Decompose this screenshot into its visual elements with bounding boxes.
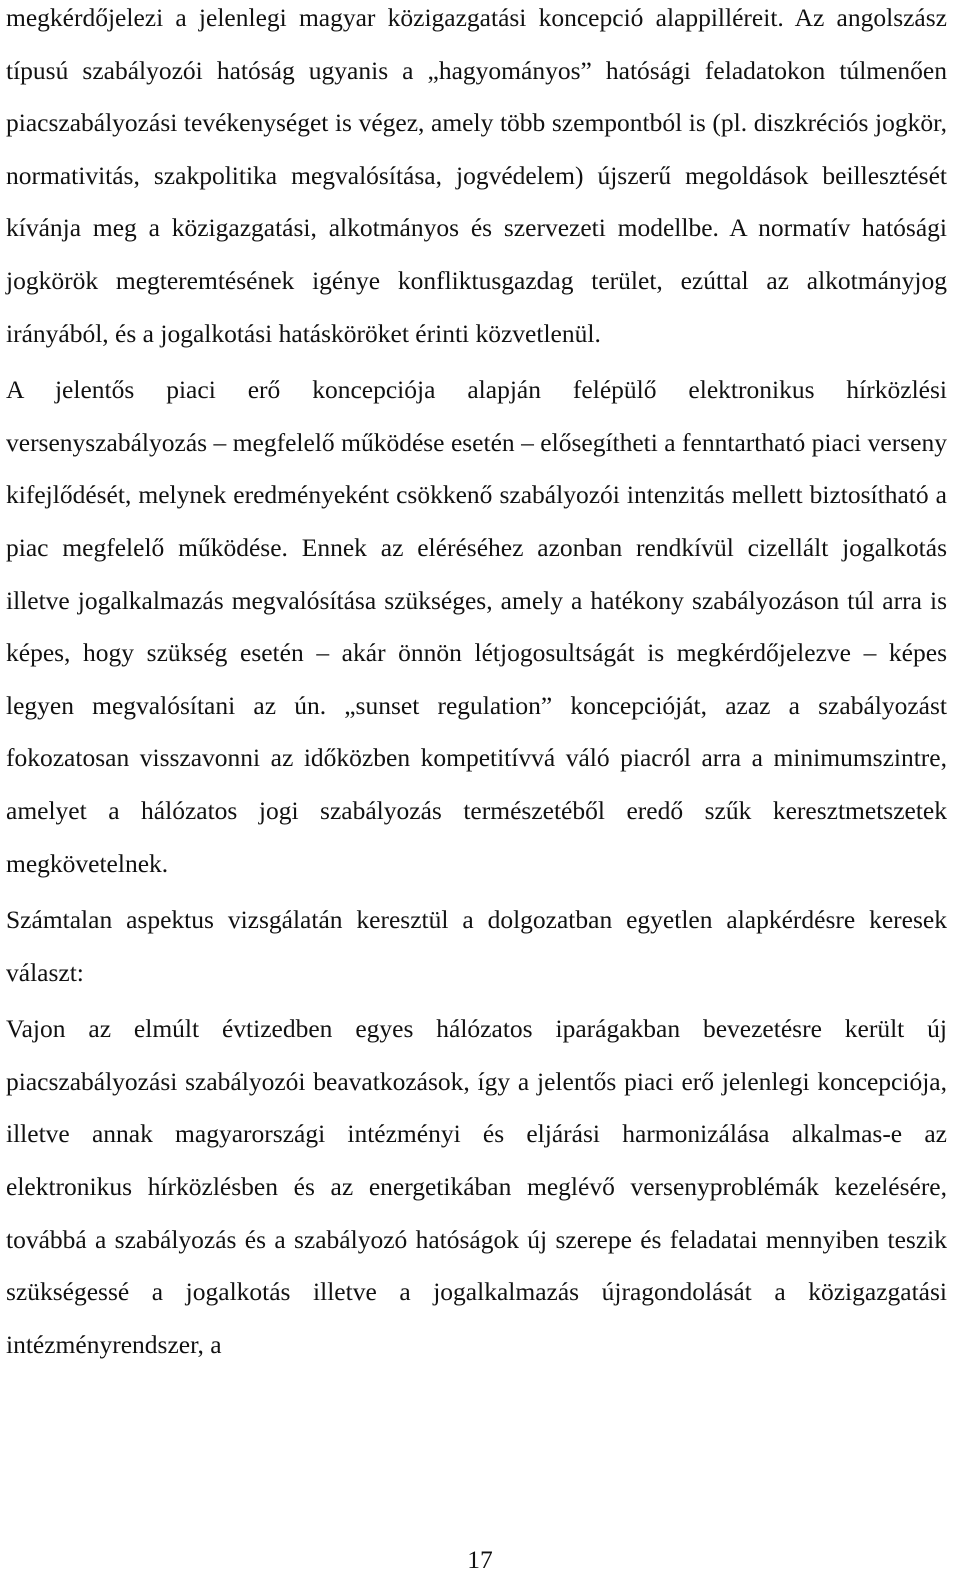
- body-paragraph-4: Vajon az elmúlt évtizedben egyes hálózatos iparágakban bevezetésre került új piacszabályozási szabályozói beavatkozások, így a jelentős piaci erő jelenlegi koncepciója, illetve annak magyarországi intézményi és eljárási harmonizálása alkalmas-e az elektronikus hírközlésben és az energetikában meglévő versenyproblémák kezelésére, továbbá a szabályozás és a szabályozó hatóságok új szerepe és feladatai mennyiben teszik szükségessé a jogalkotás illetve a jogalkalmazás újragondolását a közigazgatási intézményrendszer, a: [6, 1014, 947, 1359]
- body-paragraph-1: megkérdőjelezi a jelenlegi magyar közigazgatási koncepció alappilléreit. Az angolszász típusú szabályozói hatóság ugyanis a „hagyományos” hatósági feladatokon túlmenően piacszabályozási tevékenységet is végez, amely több szempontból is (pl. diszkréciós jogkör, normativitás, szakpolitika megvalósítása, jogvédelem) újszerű megoldások beillesztését kívánja meg a közigazgatási, alkotmányos és szervezeti modellbe. A normatív hatósági jogkörök megteremtésének igénye konfliktusgazdag terület, ezúttal az alkotmányjog irányából, és a jogalkotási hatásköröket érinti közvetlenül.: [6, 3, 947, 348]
- page-number: 17: [467, 1545, 493, 1574]
- body-paragraph-3: Számtalan aspektus vizsgálatán keresztül a dolgozatban egyetlen alapkérdésre keresek választ:: [6, 905, 947, 987]
- document-page: [6, 0, 947, 1371]
- body-paragraph-2: A jelentős piaci erő koncepciója alapján felépülő elektronikus hírközlési versenyszabályozás – megfelelő működése esetén – elősegítheti a fenntartható piaci verseny kifejlődését, melynek eredményeként csökkenő szabályozói intenzitás mellett biztosítható a piac megfelelő működése. Ennek az eléréséhez azonban rendkívül cizellált jogalkotás illetve jogalkalmazás megvalósítása szükséges, amely a hatékony szabályozáson túl arra is képes, hogy szükség esetén – akár önnön létjogosultságát is megkérdőjelezve – képes legyen megvalósítani az ún. „sunset regulation” koncepcióját, azaz a szabályozást fokozatosan visszavonni az időközben kompetitívvá váló piacról arra a minimumszintre, amelyet a hálózatos jogi szabályozás természetéből eredő szűk keresztmetszetek megkövetelnek.: [6, 375, 947, 878]
